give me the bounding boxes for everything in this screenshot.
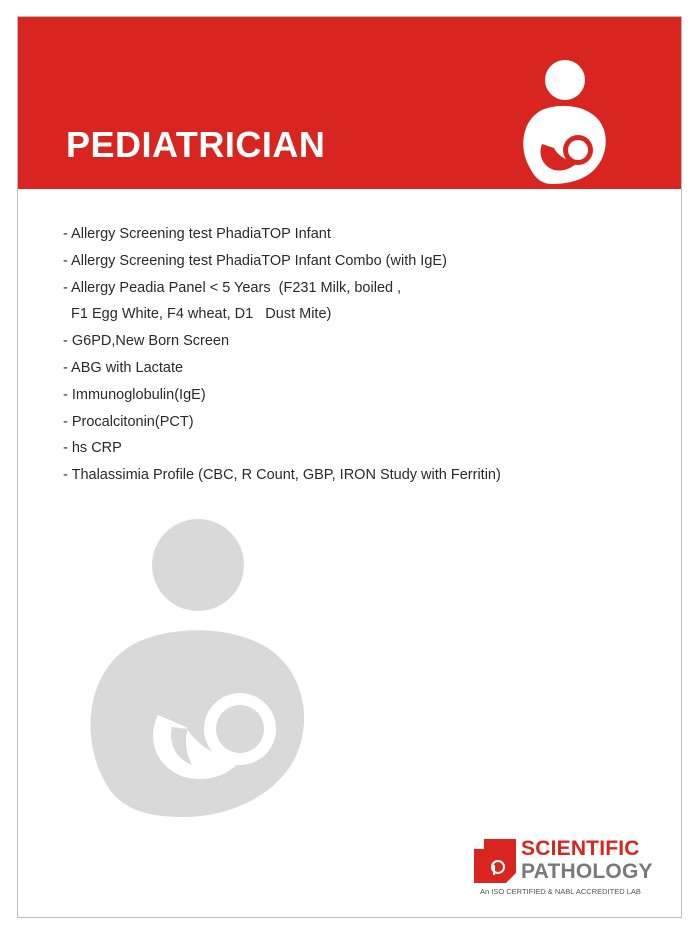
page-title: PEDIATRICIAN bbox=[66, 124, 326, 165]
mother-baby-icon bbox=[508, 58, 618, 188]
logo-tagline: An ISO CERTIFIED & NABL ACCREDITED LAB bbox=[480, 887, 641, 896]
logo-text-line1: SCIENTIFIC bbox=[521, 837, 640, 860]
page-frame bbox=[17, 16, 682, 918]
test-list bbox=[63, 221, 501, 489]
list-item: - Thalassimia Profile (CBC, R Count, GBP, IRON Study with Ferritin) bbox=[63, 467, 501, 484]
list-item: - Allergy Peadia Panel < 5 Years (F231 Milk, boiled , bbox=[63, 279, 402, 296]
list-item: F1 Egg White, F4 wheat, D1 Dust Mite) bbox=[63, 306, 332, 323]
list-item: - ABG with Lactate bbox=[63, 359, 184, 376]
list-item: - hs CRP bbox=[63, 440, 122, 457]
mother-baby-watermark-icon bbox=[80, 517, 320, 822]
header-banner bbox=[18, 17, 681, 189]
list-item: - Allergy Screening test PhadiaTOP Infant bbox=[63, 226, 331, 242]
list-item: - Allergy Screening test PhadiaTOP Infant Combo (with IgE) bbox=[63, 252, 447, 269]
list-item: - Immunoglobulin(IgE) bbox=[63, 386, 206, 403]
list-item: - Procalcitonin(PCT) bbox=[63, 413, 194, 430]
company-logo bbox=[474, 835, 674, 901]
list-item: - G6PD,New Born Screen bbox=[63, 333, 230, 350]
logo-text-line2: PATHOLOGY bbox=[521, 860, 653, 883]
logo-mark-icon bbox=[474, 839, 516, 883]
